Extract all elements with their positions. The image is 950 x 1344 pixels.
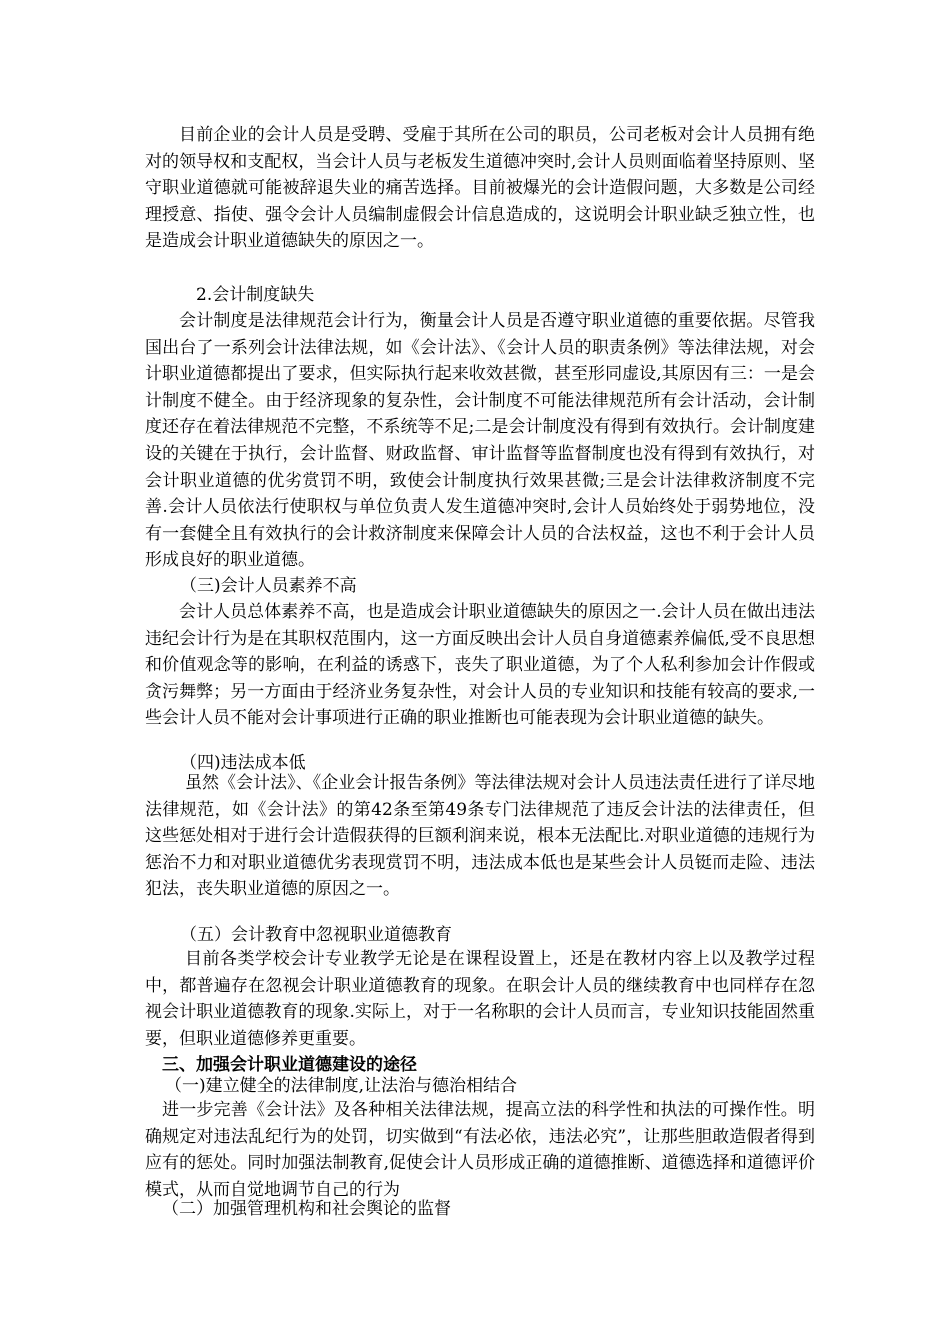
subheading-2: 2.会计制度缺失 bbox=[196, 285, 315, 305]
paragraph-6: 进一步完善《会计法》及各种相关法律法规，提高立法的科学性和执法的可操作性。明确规定对违法乱纪行为的处罚，切实做到“有法必依，违法必究”，让那些胆敢造假者得到应有的惩处。同时加强法制教育,促使会计人员形成正确的道德推断、道德选择和道德评价模式，从而自觉地调节自己的行为 bbox=[145, 1100, 815, 1200]
subheading-5: （五）会计教育中忽视职业道德教育 bbox=[180, 925, 452, 945]
section-heading-3: 三、加强会计职业道德建设的途径 bbox=[162, 1055, 417, 1075]
paragraph-1: 目前企业的会计人员是受聘、受雇于其所在公司的职员，公司老板对会计人员拥有绝对的领导权和支配权，当会计人员与老板发生道德冲突时,会计人员则面临着坚持原则、坚守职业道德就可能被辞退失业的痛苦选择。目前被爆光的会计造假问题，大多数是公司经理授意、指使、强令会计人员编制虚假会计信息造成的，这说明会计职业缺乏独立性，也是造成会计职业道德缺失的原因之一。 bbox=[145, 125, 815, 252]
subheading-s3-1: （一)建立健全的法律制度,让法治与德治相结合 bbox=[165, 1076, 518, 1096]
paragraph-4: 虽然《会计法》、《企业会计报告条例》等法律法规对会计人员违法责任进行了详尽地法律规范，如《会计法》的第42条至第49条专门法律规范了违反会计法的法律责任，但这些惩处相对于进行会计造假获得的巨额利润来说，根本无法配比.对职业道德的违规行为惩治不力和对职业道德优劣表现赏罚不明，违法成本低也是某些会计人员铤而走险、违法犯法，丧失职业道德的原因之一。 bbox=[145, 773, 815, 900]
paragraph-5: 目前各类学校会计专业教学无论是在课程设置上，还是在教材内容上以及教学过程中，都普遍存在忽视会计职业道德教育的现象。在职会计人员的继续教育中也同样存在忽视会计职业道德教育的现象.实际上，对于一名称职的会计人员而言，专业知识技能固然重要，但职业道德修养更重要。 bbox=[145, 949, 815, 1049]
subheading-4: （四)违法成本低 bbox=[180, 753, 306, 773]
subheading-s3-2: （二）加强管理机构和社会舆论的监督 bbox=[162, 1199, 451, 1219]
subheading-3: （三)会计人员素养不高 bbox=[180, 576, 357, 596]
paragraph-2: 会计制度是法律规范会计行为，衡量会计人员是否遵守职业道德的重要依据。尽管我国出台了一系列会计法律法规，如《会计法》、《会计人员的职责条例》等法律法规，对会计职业道德都提出了要求，但实际执行起来收效甚微，甚至形同虚设,其原因有三：一是会计制度不健全。由于经济现象的复杂性，会计制度不可能法律规范所有会计活动，会计制度还存在着法律规范不完整，不系统等不足;二是会计制度没有得到有效执行。会计制度建设的关键在于执行，会计监督、财政监督、审计监督等监督制度也没有得到有效执行，对会计职业道德的优劣赏罚不明，致使会计制度执行效果甚微;三是会计法律救济制度不完善.会计人员依法行使职权与单位负责人发生道德冲突时,会计人员始终处于弱势地位，没有一套健全且有效执行的会计救济制度来保障会计人员的合法权益，这也不利于会计人员形成良好的职业道德。 bbox=[145, 311, 815, 571]
paragraph-3: 会计人员总体素养不高，也是造成会计职业道德缺失的原因之一.会计人员在做出违法违纪会计行为是在其职权范围内，这一方面反映出会计人员自身道德素养偏低,受不良思想和价值观念等的影响，在利益的诱惑下，丧失了职业道德，为了个人私利参加会计作假或贪污舞弊；另一方面由于经济业务复杂性，对会计人员的专业知识和技能有较高的要求,一些会计人员不能对会计事项进行正确的职业推断也可能表现为会计职业道德的缺失。 bbox=[145, 602, 815, 729]
